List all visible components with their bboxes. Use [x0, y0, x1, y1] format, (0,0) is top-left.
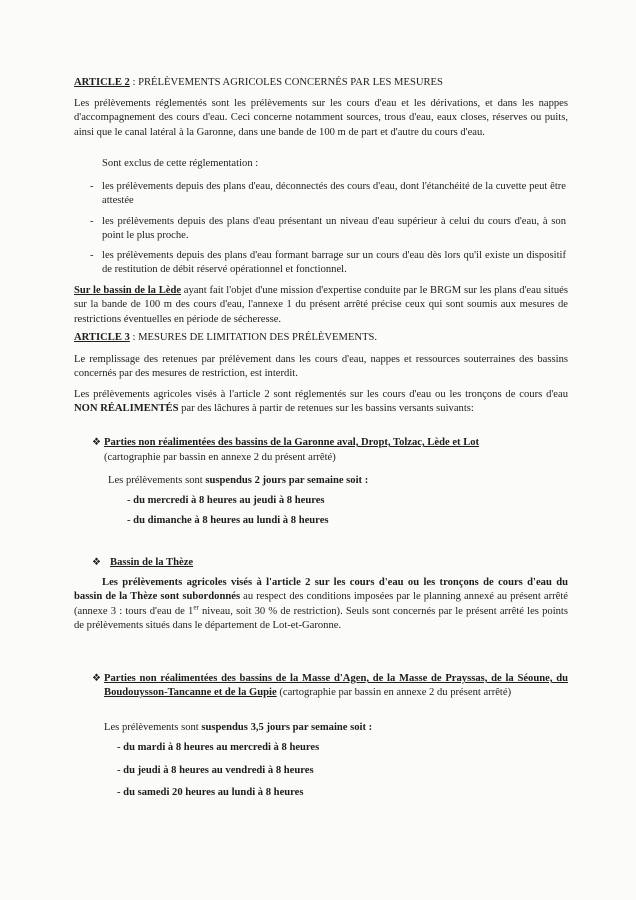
section-1-suspension-bold: suspendus 2 jours par semaine soit : [205, 475, 369, 486]
diamond-bullet-icon: ❖ [92, 673, 101, 684]
section-3-suspension-bold: suspendus 3,5 jours par semaine soit : [201, 722, 373, 733]
diamond-bullet-icon: ❖ [92, 437, 101, 448]
schedule-text: - du samedi 20 heures au lundi à 8 heures [117, 787, 304, 798]
section-3-cartography: (cartographie par bassin en annexe 2 du présent arrêté) [276, 687, 512, 699]
section-1-schedule-item [127, 514, 527, 528]
article-3-p2-text-b: par des lâchures à partir de retenues sur les bassins versants suivants: [178, 403, 474, 415]
section-3-heading [104, 672, 568, 701]
schedule-text: - du dimanche à 8 heures au lundi à 8 heures [127, 515, 329, 526]
lede-label: Sur le bassin de la Lède [74, 285, 182, 296]
section-2-title: Bassin de la Thèze [110, 557, 194, 568]
section-3-suspension [104, 721, 564, 735]
article-3-title: : MESURES DE LIMITATION DES PRÉLÈVEMENTS. [129, 332, 378, 343]
exclusion-dash: - [90, 216, 94, 227]
section-2-text-a: au respect des conditions imposées par le planning annexé au présent arrêté (annexe 3 : tours d'eau de 1 [74, 591, 568, 617]
ordinal-superscript: er [193, 603, 199, 612]
section-3-schedule-item [117, 786, 517, 800]
section-2-bold-text: Les prélèvements agricoles visés à l'article 2 sur les cours d'eau ou les tronçons de cours d'eau du bassin de la Thèze sont subordonnés [74, 577, 568, 603]
section-2-paragraph [74, 576, 568, 634]
section-1-heading [104, 436, 568, 450]
section-3-schedule-item [117, 764, 517, 778]
article-2-paragraph: Les prélèvements réglementés sont les prélèvements sur les cours d'eau et les dérivations, et dans les nappes d'accompagnement des cours d'eau. Ceci concerne notamment sources, trous d'eau, eaux closes, réserves ou puits, ainsi que le canal latéral à la Garonne, dans une bande de 100 m de part et d'autre du cours d'eau. [74, 98, 568, 138]
schedule-text: - du jeudi à 8 heures au vendredi à 8 heures [117, 765, 314, 776]
exclusion-dash: - [90, 181, 94, 192]
section-3-title: Parties non réalimentées des bassins de la Masse d'Agen, de la Masse de Prayssas, de la Séoune, du Boudouysson-Tancanne et de la Gupie [104, 673, 568, 699]
article-3-p2-bold: NON RÉALIMENTÉS [74, 403, 179, 415]
diamond-bullet-icon: ❖ [92, 557, 101, 568]
section-1-suspension-text: Les prélèvements sont [108, 475, 206, 486]
exclusion-dash: - [90, 250, 94, 261]
article-2-heading [74, 76, 574, 90]
section-1-schedule-item [127, 494, 527, 508]
article-3-paragraph-2 [74, 388, 568, 417]
lede-paragraph [74, 284, 568, 327]
article-3-p2-text-a: Les prélèvements agricoles visés à l'article 2 sont réglementés sur les cours d'eau ou les tronçons de cours d'eau [74, 389, 568, 400]
section-3-suspension-text: Les prélèvements sont [104, 722, 202, 733]
exclusion-item: les prélèvements depuis des plans d'eau présentant un niveau d'eau supérieur à celui du cours d'eau, à son point le plus proche. [102, 216, 566, 242]
article-2-title: : PRÉLÈVEMENTS AGRICOLES CONCERNÉS PAR LES MESURES [129, 77, 443, 88]
section-2-heading [110, 556, 410, 570]
article-3-label: ARTICLE 3 [74, 332, 130, 343]
exclusion-item: les prélèvements depuis des plans d'eau formant barrage sur un cours d'eau dès lors qu'il existe un dispositif de restitution de débit réservé opérationnel et fonctionnel. [102, 250, 566, 276]
section-1-title: Parties non réalimentées des bassins de la Garonne aval, Dropt, Tolzac, Lède et Lot [104, 437, 480, 448]
exclusion-item: les prélèvements depuis des plans d'eau, déconnectés des cours d'eau, dont l'étanchéité de la cuvette peut être attestée [102, 181, 566, 207]
schedule-text: - du mardi à 8 heures au mercredi à 8 heures [117, 742, 320, 753]
section-3-schedule-item [117, 741, 517, 755]
section-1-suspension [108, 474, 568, 488]
lede-text: ayant fait l'objet d'une mission d'expertise conduite par le BRGM sur les plans d'eau situés sur la bande de 100 m des cours d'eau, l'annexe 1 du présent arrêté précise ceux qui sont soumis aux mesures de restrictions éventuelles en période de sécheresse. [74, 285, 568, 325]
schedule-text: - du mercredi à 8 heures au jeudi à 8 heures [127, 495, 325, 506]
article-3-heading [74, 331, 574, 345]
article-3-paragraph-1: Le remplissage des retenues par prélèvement dans les cours d'eau, nappes et ressources souterraines des bassins concernés par des mesures de restriction, est interdit. [74, 354, 568, 380]
section-1-cartography: (cartographie par bassin en annexe 2 du présent arrêté) [104, 452, 336, 463]
article-2-label: ARTICLE 2 [74, 77, 130, 88]
section-2-text-b: niveau, soit 30 % de restriction). Seuls sont concernés par le présent arrêté les points de prélèvements situés dans le département de Lot-et-Garonne. [74, 605, 568, 632]
exclusions-intro: Sont exclus de cette réglementation : [102, 158, 259, 169]
